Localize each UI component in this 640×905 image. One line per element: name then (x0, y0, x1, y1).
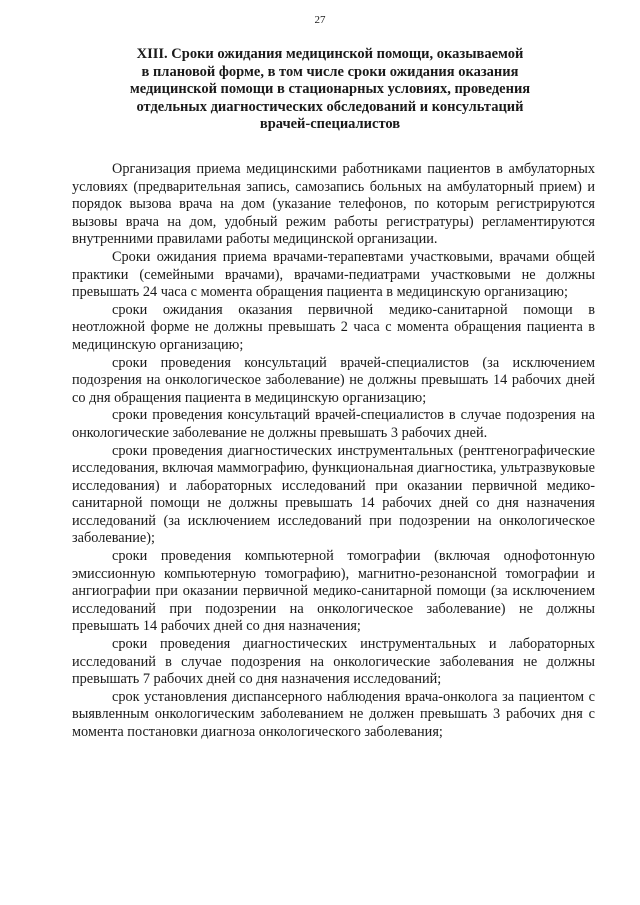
page-number: 27 (314, 14, 326, 26)
heading-line: врачей-специалистов (259, 116, 401, 133)
paragraph-oncology-consultation: сроки проведения консультаций врачей-специалистов в случае подозрения на онкологические заболевание не должны превышать 3 рабочих дней. (72, 407, 595, 441)
paragraph-diagnostic-tests: сроки проведения диагностических инструментальных (рентгенографические исследования, включая маммографию, функциональная диагностика, ультразвуковые исследования) и лабораторных исследований при оказании первичной медико-санитарной помощи не должны превышать 14 рабочих дней со дня назначения исследований (за исключением исследований при подозрении на онкологическое заболевание); (72, 442, 595, 547)
paragraph-urgent-care-wait: сроки ожидания оказания первичной медико-санитарной помощи в неотложной форме не должны превышать 2 часа с момента обращения пациента в медицинскую организацию; (72, 301, 595, 353)
paragraph-oncology-diagnostics: сроки проведения диагностических инструментальных и лабораторных исследований в случае подозрения на онкологические заболевания не должны превышать 7 рабочих дней со дня назначения исследований; (72, 636, 595, 688)
paragraph-therapist-wait: Сроки ожидания приема врачами-терапевтами участковыми, врачами общей практики (семейными врачами), врачами-педиатрами участковыми не должны превышать 24 часа с момента обращения пациента в медицинскую организацию; (72, 248, 595, 301)
heading-line: XIII. Сроки ожидания медицинской помощи, оказываемой (136, 46, 524, 62)
section-heading (80, 46, 580, 134)
heading-line: медицинской помощи в стационарных условиях, проведения (129, 81, 531, 98)
paragraph-specialist-consultation: сроки проведения консультаций врачей-специалистов (за исключением подозрения на онкологическое заболевание) не должны превышать 14 рабочих дней со дня обращения пациента в медицинскую организацию; (72, 354, 595, 406)
document-body (72, 161, 595, 742)
paragraph-dispensary-observation: срок установления диспансерного наблюдения врача-онколога за пациентом с выявленным онкологическим заболеванием не должен превышать 3 рабочих дня с момента постановки диагноза онкологического заболевания; (72, 688, 595, 740)
paragraph-ct-mri: сроки проведения компьютерной томографии (включая однофотонную эмиссионную компьютерную томографию), магнитно-резонансной томографии и ангиографии при оказании первичной медико-санитарной помощи (за исключением исследований при подозрении на онкологическое заболевание) не должны превышать 14 рабочих дней со дня назначения; (72, 548, 595, 635)
heading-line: в плановой форме, в том числе сроки ожидания оказания (141, 63, 519, 80)
heading-line: отдельных диагностических обследований и консультаций (136, 98, 524, 115)
paragraph-organization: Организация приема медицинскими работниками пациентов в амбулаторных условиях (предварительная запись, самозапись больных на амбулаторный прием) и порядок вызова врача на дом (указание телефонов, по которым регистрируются вызовы врача на дом, удобный режим работы регистратуры) регламентируются внутренними правилами работы медицинской организации. (72, 161, 595, 248)
